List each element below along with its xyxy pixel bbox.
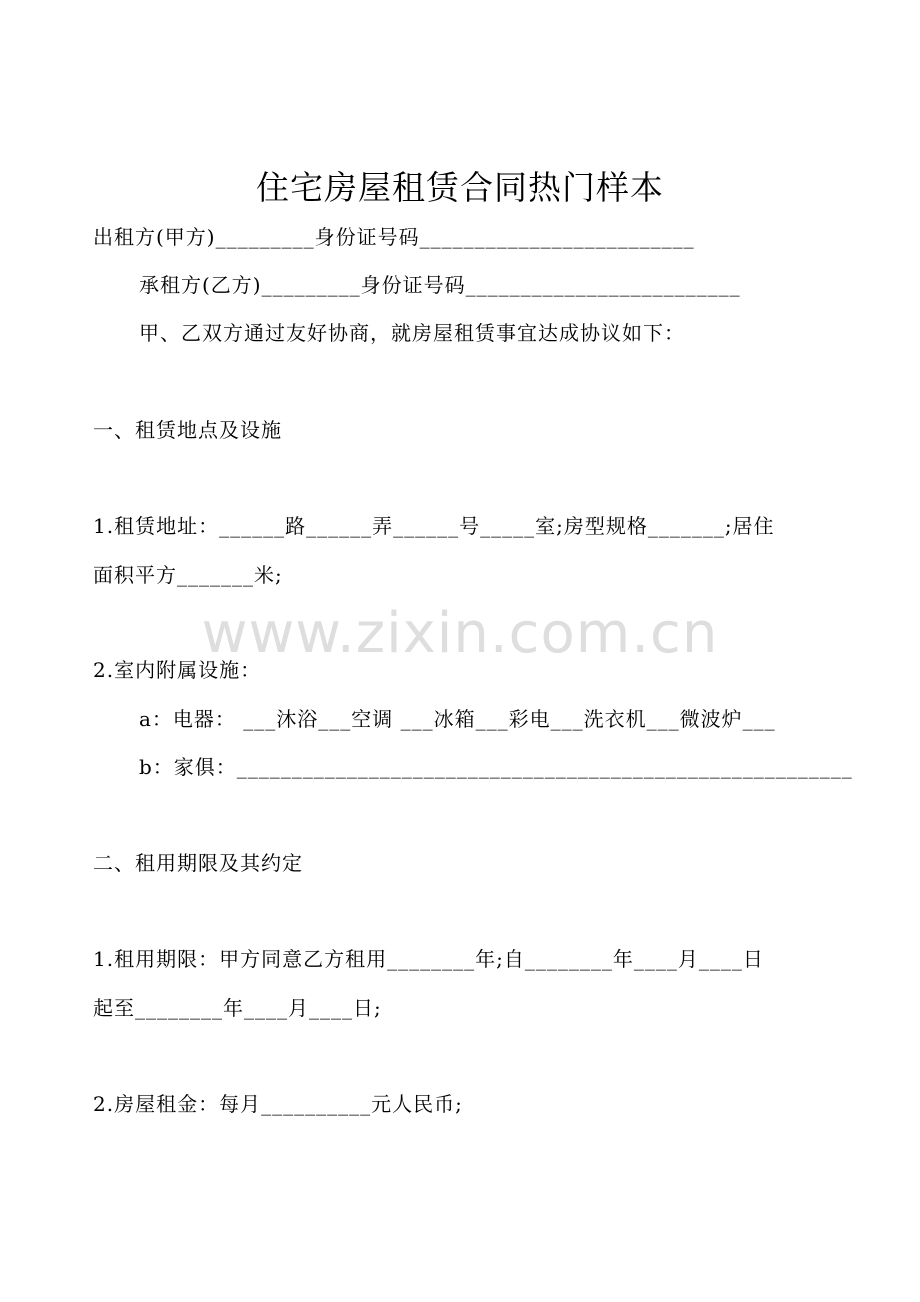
area-line: 面积平方_______米; bbox=[93, 563, 283, 587]
lease-end-line: 起至________年____月____日; bbox=[93, 996, 382, 1020]
furniture-line: b：家俱：________________________________________________________ bbox=[139, 755, 853, 779]
lessor-line: 出租方(甲方)_________身份证号码_________________________ bbox=[93, 225, 695, 249]
section-heading-location: 一、租赁地点及设施 bbox=[93, 418, 282, 442]
section-heading-term: 二、租用期限及其约定 bbox=[93, 851, 303, 875]
lease-term-line: 1.租用期限：甲方同意乙方租用________年;自________年____月____日 bbox=[93, 947, 764, 971]
appliances-line: a：电器： ___沐浴___空调 ___冰箱___彩电___洗衣机___微波炉___ bbox=[139, 707, 776, 731]
agreement-intro: 甲、乙双方通过友好协商，就房屋租赁事宜达成协议如下： bbox=[139, 321, 685, 345]
page-title: 住宅房屋租赁合同热门样本 bbox=[256, 168, 664, 207]
rent-line: 2.房屋租金：每月__________元人民币; bbox=[93, 1092, 463, 1116]
lessee-line: 承租方(乙方)_________身份证号码_________________________ bbox=[139, 273, 741, 297]
address-line: 1.租赁地址：______路______弄______号_____室;房型规格_______;居住 bbox=[93, 514, 775, 538]
watermark: www.zixin.com.cn bbox=[201, 601, 719, 666]
facilities-heading: 2.室内附属设施： bbox=[93, 658, 262, 682]
